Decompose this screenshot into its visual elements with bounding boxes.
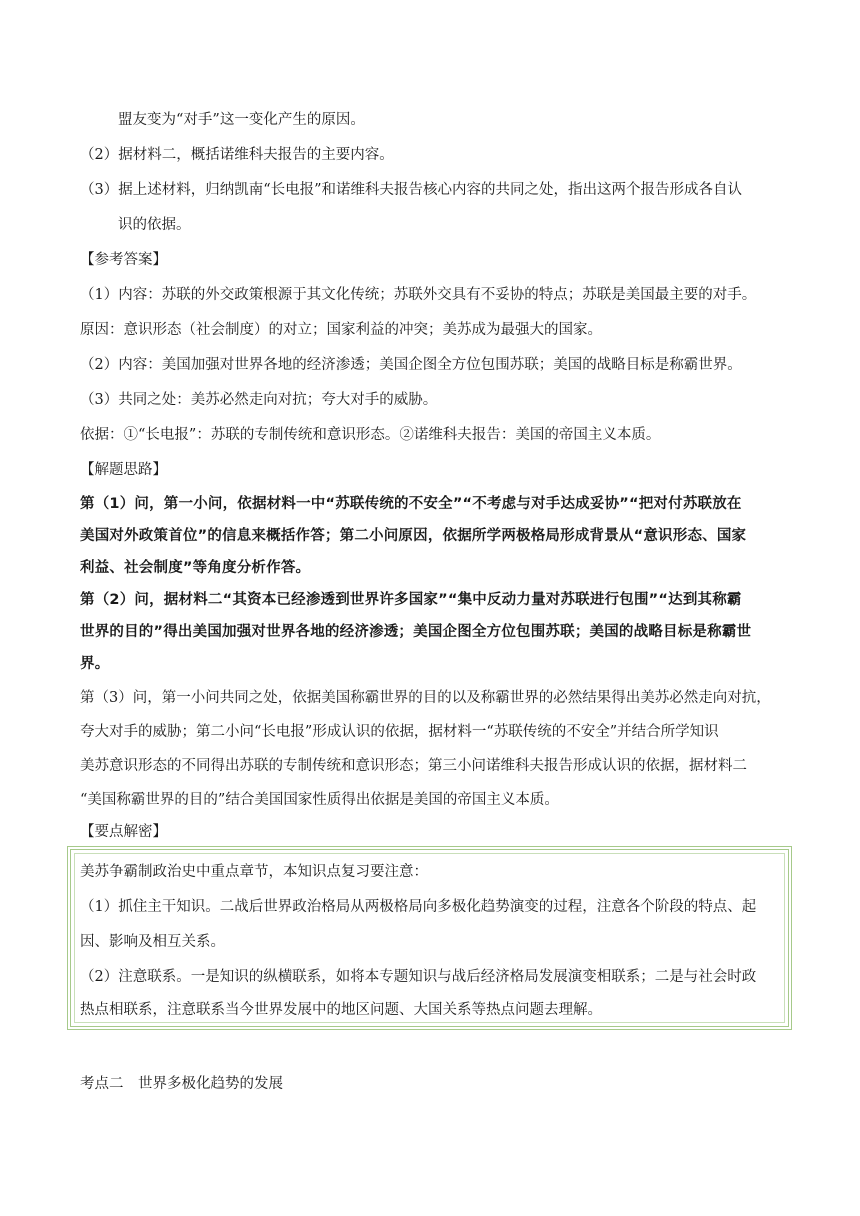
analysis-p3-line-4: “美国称霸世界的目的”结合美国国家性质得出依据是美国的帝国主义本质。 <box>80 792 559 808</box>
question-3-line-1: （3）据上述材料，归纳凯南“长电报”和诺维科夫报告核心内容的共同之处，指出这两个报告形成各自认 <box>80 182 743 198</box>
analysis-p1-line-3: 利益、社会制度”等角度分析作答。 <box>80 560 311 576</box>
analysis-p2-line-1: 第（2）问，据材料二“其资本已经渗透到世界许多国家”“集中反动力量对苏联进行包围”“达到其称霸 <box>80 592 742 608</box>
keypoint-1-line-1: （1）抓住主干知识。二战后世界政治格局从两极格局向多极化趋势演变的过程，注意各个阶段的特点、起 <box>80 899 757 915</box>
keypoint-2-line-1: （2）注意联系。一是知识的纵横联系，如将本专题知识与战后经济格局发展演变相联系；二是与社会时政 <box>80 969 757 985</box>
answer-3: （3）共同之处：美苏必然走向对抗；夸大对手的威胁。 <box>80 392 438 408</box>
analysis-p1-line-1: 第（1）问，第一小问，依据材料一中“苏联传统的不安全”“不考虑与对手达成妥协”“把对付苏联放在 <box>80 496 742 512</box>
analysis-p3-line-3: 美苏意识形态的不同得出苏联的专制传统和意识形态；第三小问诺维科夫报告形成认识的依据，据材料二 <box>80 758 747 774</box>
question-3-line-2: 识的依据。 <box>118 217 191 233</box>
analysis-p1-line-2: 美国对外政策首位”的信息来概括作答；第二小问原因，依据所学两极格局形成背景从“意识形态、国家 <box>80 528 747 544</box>
analysis-heading: 【解题思路】 <box>80 462 167 478</box>
analysis-p3-line-2: 夸大对手的威胁；第二小问“长电报”形成认识的依据，据材料一“苏联传统的不安全”并结合所学知识 <box>80 724 719 740</box>
analysis-p2-line-3: 界。 <box>80 656 110 672</box>
question-2: （2）据材料二，概括诺维科夫报告的主要内容。 <box>80 147 394 163</box>
answer-heading: 【参考答案】 <box>80 252 167 268</box>
answer-1-content: （1）内容：苏联的外交政策根源于其文化传统；苏联外交具有不妥协的特点；苏联是美国最主要的对手。 <box>80 287 757 303</box>
keypoints-heading: 【要点解密】 <box>80 824 167 840</box>
next-section-title: 考点二 世界多极化趋势的发展 <box>80 1076 283 1092</box>
keypoint-2-line-2: 热点相联系，注意联系当今世界发展中的地区问题、大国关系等热点问题去理解。 <box>80 1002 602 1018</box>
keypoint-1-line-2: 因、影响及相互关系。 <box>80 934 225 950</box>
analysis-p2-line-2: 世界的目的”得出美国加强对世界各地的经济渗透；美国企图全方位包围苏联；美国的战略目标是称霸世 <box>80 624 752 640</box>
keypoints-intro: 美苏争霸制政治史中重点章节，本知识点复习要注意： <box>80 864 428 880</box>
analysis-p3-line-1: 第（3）问，第一小问共同之处，依据美国称霸世界的目的以及称霸世界的必然结果得出美苏必然走向对抗， <box>80 690 771 706</box>
answer-1-reason: 原因：意识形态（社会制度）的对立；国家利益的冲突；美苏成为最强大的国家。 <box>80 322 602 338</box>
answer-2: （2）内容：美国加强对世界各地的经济渗透；美国企图全方位包围苏联；美国的战略目标是称霸世界。 <box>80 357 742 373</box>
answer-basis: 依据：①“长电报”：苏联的专制传统和意识形态。②诺维科夫报告：美国的帝国主义本质。 <box>80 427 661 443</box>
question-1-continuation: 盟友变为“对手”这一变化产生的原因。 <box>118 112 365 128</box>
